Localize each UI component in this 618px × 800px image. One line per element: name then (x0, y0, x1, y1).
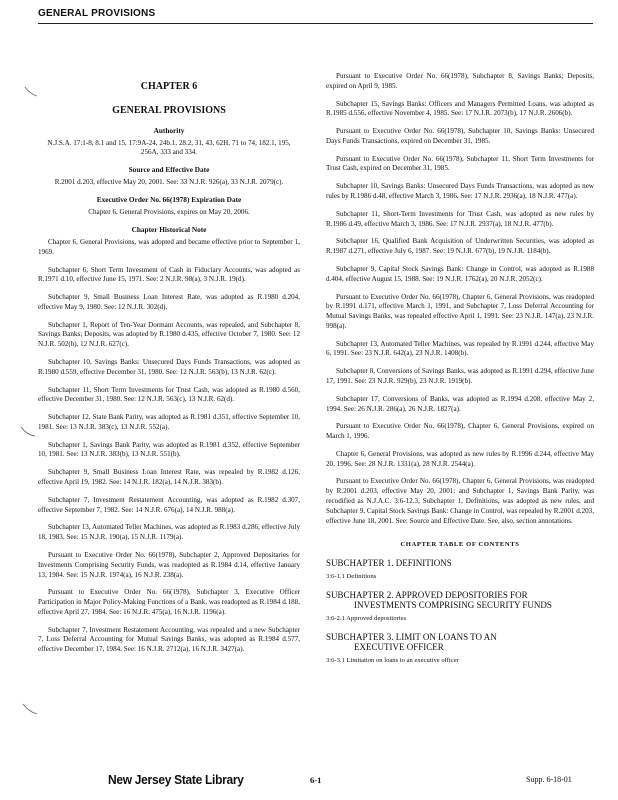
history-paragraph: Pursuant to Executive Order No. 66(1978), Subchapter 10, Savings Banks: Unsecured Days Funds Transactions, expired on December 31, 1985. (326, 127, 594, 145)
history-paragraph: Subchapter 7, Investment Restatement Accounting, was repealed and a new Subchapter 7, Loss Deferral Accounting for Mutual Savings Banks, was adopted as R.1984 d.577, effective December 17, 1984. See: 16 N.J.R. 2712(a), 16 N.J.R. 3427(a). (38, 625, 300, 654)
history-paragraph: Pursuant to Executive Order No. 66(1978), Subchapter 8, Savings Banks; Deposits, expired on April 9, 1985. (326, 72, 594, 90)
history-paragraph: Pursuant to Executive Order No. 66(1978), Chapter 6, General Provisions, was readopted by R.1991 d.171, effective March 1, 1991, and Subchapter 7, Loss Deferral Accounting for Mutual Savings Banks, was repealed effective April 1, 1991. See: 23 N.J.R. 147(a), 23 N.J.R. 998(a). (326, 292, 594, 330)
history-paragraph: Subchapter 13, Automated Teller Machines, was adopted as R.1983 d.286, effective July 18, 1983. See: 15 N.J.R. 190(a), 15 N.J.R. 1179(a). (38, 523, 300, 542)
page-footer (0, 772, 618, 792)
right-column (326, 72, 594, 675)
page-number: 6-1 (310, 775, 322, 785)
subchapter-heading (326, 591, 594, 611)
history-paragraph: Subchapter 9, Small Business Loan Interest Rate, was repealed by R.1982 d.126, effective April 19, 1982. See: 14 N.J.R. 182(a), 14 N.J.R. 383(b). (38, 468, 300, 487)
toc-entry: 3:6-1.1 Definitions (326, 573, 377, 581)
margin-mark (24, 84, 38, 98)
margin-mark (22, 700, 38, 716)
history-heading: Chapter Historical Note (131, 224, 207, 234)
subchapter-heading (326, 633, 594, 653)
source-text: R.2001 d.203, effective May 20, 2001. See: 33 N.J.R. 926(a), 33 N.J.R. 2079(c). (54, 178, 284, 187)
history-paragraph: Subchapter 9, Capital Stock Savings Bank: Change in Control, was adopted as R.1988 d.404, effective August 15, 1988. See: 19 N.J.R. 1762(a), 20 N.J.R. 2052(c). (326, 264, 594, 283)
history-paragraph: Subchapter 10, Savings Banks: Unsecured Days Funds Transactions, was adopted as new rules by R.1986 d.48, effective March 3, 1986. See: 17 N.J.R. 2936(a), 18 N.J.R. 477(a). (326, 182, 594, 201)
history-paragraph: Subchapter 10, Savings Banks: Unsecured Days Funds Transactions, was adopted as R.1980 d.559, effective December 31, 1980. See: 12 N.J.R. 563(b), 13 N.J.R. 62(c). (38, 358, 300, 376)
library-logo: New Jersey State Library (108, 772, 244, 787)
history-paragraph: Subchapter 9, Small Business Loan Interest Rate, was adopted as R.1980 d.204, effective May 9, 1980. See: 12 N.J.R. 302(d). (38, 293, 300, 311)
expiration-heading: Executive Order No. 66(1978) Expiration Date (96, 195, 242, 205)
subchapter-heading-line: INVESTMENTS COMPRISING SECURITY FUNDS (354, 600, 552, 611)
toc-entry: 3:6-2.1 Approved depositories (326, 615, 407, 623)
left-column (38, 72, 300, 663)
history-paragraph: Pursuant to Executive Order No. 66(1978), Subchapter 11, Short Term Investments for Trust Cash, expired on December 31, 1985. (326, 154, 594, 173)
history-paragraph: Subchapter 1, Report of Ten-Year Dormant Accounts, was repealed, and Subchapter 8, Savings Banks; Deposits, was adopted by R.1980 d.435, effective October 7, 1980. See: 12 N.J.R. 502(b), 12 N.J.R. 627(c). (38, 320, 300, 349)
toc-title: CHAPTER TABLE OF CONTENTS (400, 541, 520, 549)
history-paragraph: Chapter 6, General Provisions, was adopted and became effective prior to September 1, 1969. (38, 237, 300, 256)
history-paragraph: Subchapter 15, Savings Banks: Officers and Managers Permitted Loans, was adopted as R.1985 d.556, effective November 4, 1985. See: 17 N.J.R. 2073(b), 17 N.J.R. 2606(b). (326, 99, 594, 118)
subchapter-heading-line: SUBCHAPTER 1. DEFINITIONS (326, 558, 452, 569)
history-paragraph: Pursuant to Executive Order No. 66(1978), Chapter 6, General Provisions, expired on March 1, 1996. (326, 422, 594, 441)
authority-text: N.J.S.A. 17:1-8, 8.1 and 15, 17:9A-24, 24b.1, 28.2, 31, 43, 62H, 71 to 74, 182.1, 195, 256A, 333 and 334. (47, 138, 291, 157)
margin-mark (20, 424, 36, 438)
history-paragraph: Subchapter 11, Short Term Investments for Trust Cash, was adopted as R.1980 d.560, effective December 31, 1980. See: 12 N.J.R. 563(c), 13 N.J.R. 62(d). (38, 385, 300, 404)
authority-heading: Authority (153, 125, 185, 135)
source-heading: Source and Effective Date (128, 165, 210, 175)
expiration-text: Chapter 6, General Provisions, expires on May 20, 2006. (88, 208, 250, 217)
history-paragraph: Subchapter 6, Short Term Investment of Cash in Fiduciary Accounts, was adopted as R.1971 d.10, effective June 15, 1971. See: 2 N.J.R. 98(a), 3 N.J.R. 19(d). (38, 265, 300, 284)
history-paragraph: Subchapter 8, Conversions of Savings Banks, was adopted as R.1991 d.294, effective June 17, 1991. See: 23 N.J.R. 929(b), 23 N.J.R. 1919(b). (326, 367, 594, 385)
running-head: GENERAL PROVISIONS (38, 8, 593, 24)
history-paragraph: Subchapter 11, Short-Term Investments for Trust Cash, was adopted as new rules by R.1986 d.49, effective March 3, 1986. See: 17 N.J.R. 2937(a), 18 N.J.R. 477(b). (326, 209, 594, 228)
history-paragraph: Subchapter 16, Qualified Bank Acquisition of Underwritten Securities, was adopted as R.1987 d.271, effective July 6, 1987. See: 19 N.J.R. 677(b), 19 N.J.R. 1184(b). (326, 237, 594, 256)
history-paragraph: Pursuant to Executive Order No. 66(1978), Subchapter 3, Executive Officer Participation in Major Policy-Making Functions of a Bank, was readopted as R.1984 d.188, effective April 27, 1984. See: 16 N.J.R. 475(a), 16 N.J.R. 1196(a). (38, 588, 300, 616)
history-paragraph: Pursuant to Executive Order No. 66(1978), Subchapter 2, Approved Depositaries for Investments Comprising Security Funds, was readopted as R.1984 d.14, effective January 13, 1984. See: 15 N.J.R. 1974(a), 16 N.J.R. 238(a). (38, 550, 300, 579)
subchapter-heading-line: EXECUTIVE OFFICER (354, 642, 444, 653)
toc-entry: 3:6-3.1 Limitation on loans to an executive officer (326, 657, 459, 665)
history-paragraph: Subchapter 17, Conversions of Banks, was adopted as R.1994 d.208, effective May 2, 1994. See: 26 N.J.R. 286(a), 26 N.J.R. 1827(a). (326, 394, 594, 413)
subchapter-heading-line: SUBCHAPTER 2. APPROVED DEPOSITORIES FOR (326, 590, 528, 601)
history-paragraph: Pursuant to Executive Order No. 66(1978), Chapter 6, General Provisions, was readopted by R.2001 d.203, effective May 20, 2001; and Subchapter 1, Savings Bank Parity, was recodified as N.J.A.C. 3:6-12.3, Subchapter 1, Definitions, was adopted as new rules, and Subchapter 9, Capital Stock Savings Bank: Change in Control, was repealed by R.2001 d.203, effective June 18, 2001. See: Source and Effective Date. See, also, section annotations. (326, 477, 594, 525)
supplement-date: Supp. 6-18-01 (526, 775, 572, 784)
history-paragraph: Subchapter 7, Investment Restatement Accounting, was adopted as R.1982 d.307, effective September 7, 1982. See: 14 N.J.R. 676(a), 14 N.J.R. 988(a). (38, 495, 300, 514)
chapter-title: GENERAL PROVISIONS (112, 104, 226, 116)
history-paragraph: Subchapter 12, State Bank Parity, was adopted as R.1981 d.351, effective September 10, 1981. See: 13 N.J.R. 383(c), 13 N.J.R. 552(a). (38, 413, 300, 431)
history-paragraph: Subchapter 13, Automated Teller Machines, was repealed by R.1991 d.244, effective May 6, 1991. See: 23 N.J.R. 642(a), 23 N.J.R. 1408(b). (326, 339, 594, 358)
subchapter-heading (326, 559, 594, 569)
chapter-label: CHAPTER 6 (140, 81, 198, 92)
subchapter-heading-line: SUBCHAPTER 3. LIMIT ON LOANS TO AN (326, 632, 497, 643)
history-paragraph: Chapter 6, General Provisions, was adopted as new rules by R.1996 d.244, effective May 20, 1996. See: 28 N.J.R. 1331(a), 28 N.J.R. 2544(a). (326, 449, 594, 468)
history-paragraph: Subchapter 1, Savings Bank Parity, was adopted as R.1981 d.352, effective September 10, 1981. See: 13 N.J.R. 383(b), 13 N.J.R. 551(b). (38, 440, 300, 459)
